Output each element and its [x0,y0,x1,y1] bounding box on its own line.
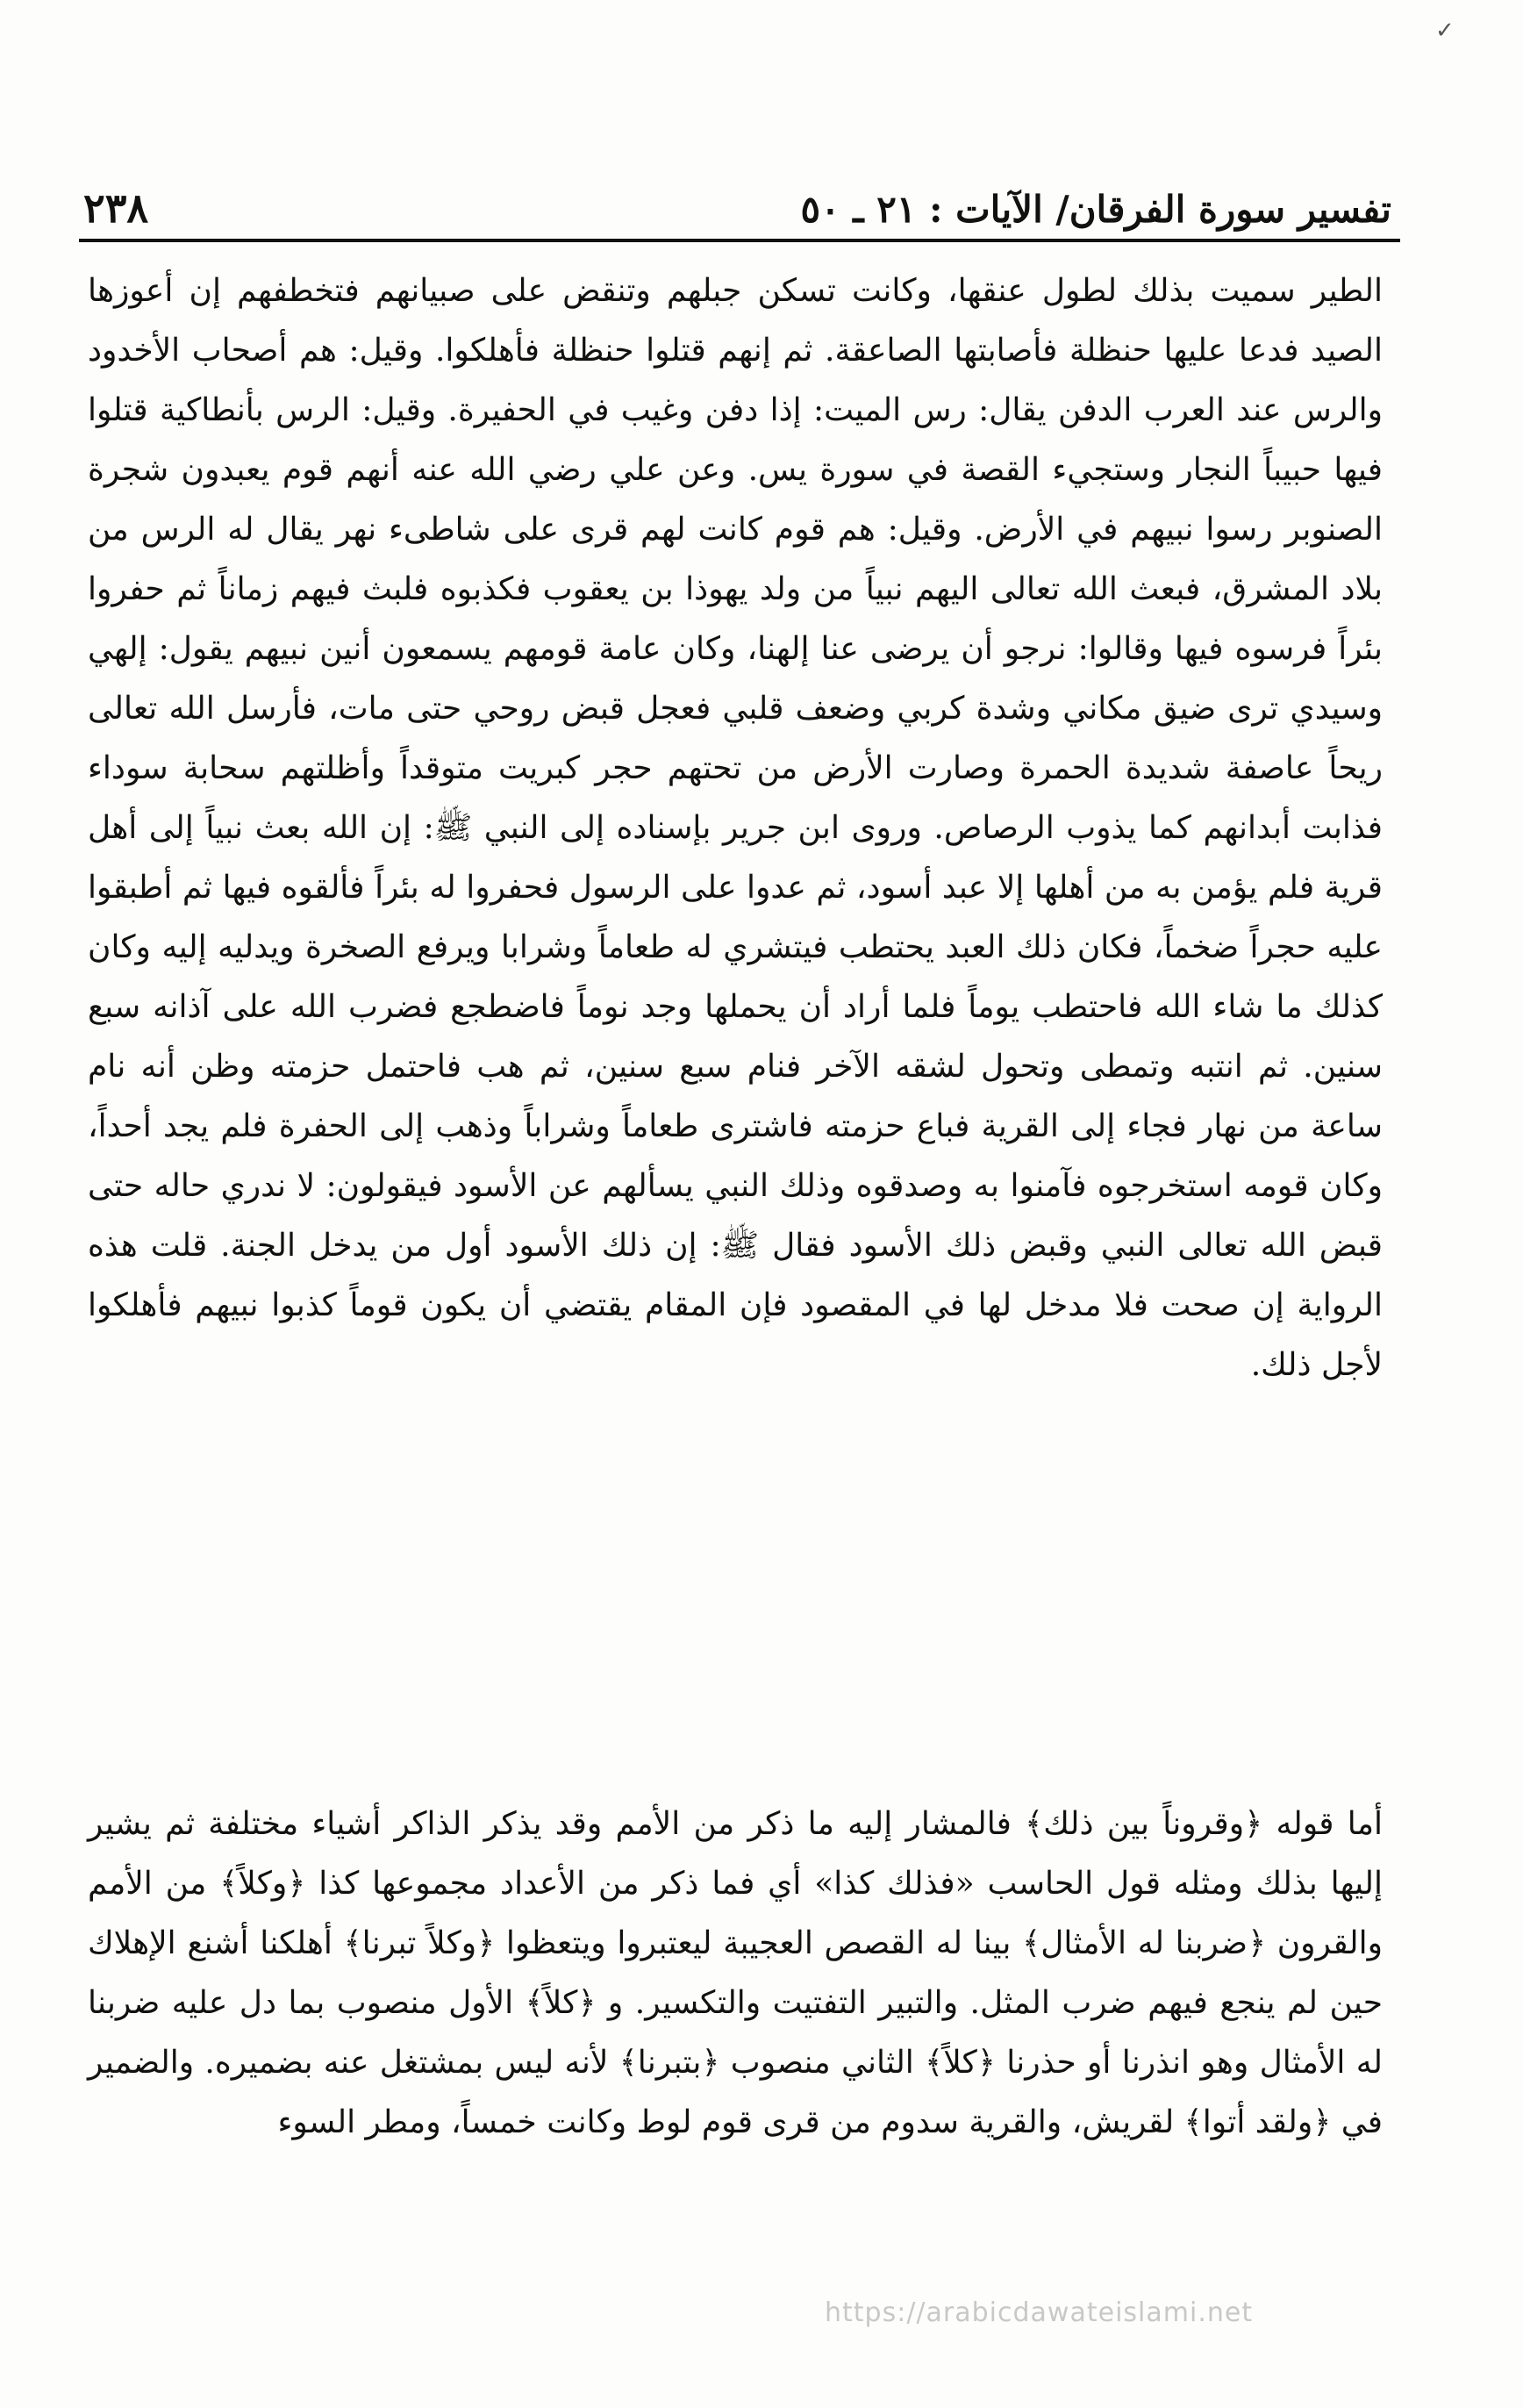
paragraph-text: أما قوله ﴿وقروناً بين ذلك﴾ فالمشار إليه ما ذكر من الأمم وقد يذكر الذاكر أشياء مختلفة ثم يشير إليها بذلك ومثله قول الحاسب «فذلك كذا» أي فما ذكر من الأعداد مجموعها كذا ﴿وكلاً﴾ من الأمم والقرون ﴿ضربنا له الأمثال﴾ بينا له القصص العجيبة ليعتبروا ويتعظوا ﴿وكلاً تبرنا﴾ أهلكنا أشنع الإهلاك حين لم ينجع فيهم ضرب المثل. والتبير التفتيت والتكسير. و ﴿كلاً﴾ الأول منصوب بما دل عليه ضربنا له الأمثال وهو انذرنا أو حذرنا ﴿كلاً﴾ الثاني منصوب ﴿بتبرنا﴾ لأنه ليس بمشتغل عنه بضميره. والضمير في ﴿ولقد أتوا﴾ لقريش، والقرية سدوم من قرى قوم لوط وكانت خمساً، ومطر السوء [88,1806,1383,2140]
header-divider [79,239,1400,242]
paragraph-text: الطير سميت بذلك لطول عنقها، وكانت تسكن جبلهم وتنقض على صبيانهم فتخطفهم إن أعوزها الصيد فدعا عليها حنظلة فأصابتها الصاعقة. ثم إنهم قتلوا حنظلة فأهلكوا. وقيل: هم أصحاب الأخدود والرس عند العرب الدفن يقال: رس الميت: إذا دفن وغيب في الحفيرة. وقيل: الرس بأنطاكية قتلوا فيها حبيباً النجار وستجيء القصة في سورة يس. وعن علي رضي الله عنه أنهم قوم يعبدون شجرة الصنوبر رسوا نبيهم في الأرض. وقيل: هم قوم كانت لهم قرى على شاطىء نهر يقال له الرس من بلاد المشرق، فبعث الله تعالى اليهم نبياً من ولد يهوذا بن يعقوب فكذبوه فلبث فيهم زماناً ثم حفروا بئراً فرسوه فيها وقالوا: نرجو أن يرضى عنا إلهنا، وكان عامة قومهم يسمعون أنين نبيهم يقول: إلهي وسيدي ترى ضيق مكاني وشدة كربي وضعف قلبي فعجل قبض روحي حتى مات، فأرسل الله تعالى ريحاً عاصفة شديدة الحمرة وصارت الأرض من تحتهم حجر كبريت متوقداً وأظلتهم سحابة سوداء فذابت أبدانهم كما يذوب الرصاص. وروى ابن جرير بإسناده إلى النبي ﷺ: إن الله بعث نبياً إلى أهل قرية فلم يؤمن به من أهلها إلا عبد أسود، ثم عدوا على الرسول فحفروا له بئراً فألقوه فيها ثم أطبقوا عليه حجراً ضخماً، فكان ذلك العبد يحتطب فيتشري له طعاماً وشرابا ويرفع الصخرة ويدليه إليه وكان كذلك ما شاء الله فاحتطب يوماً فلما أراد أن يحملها وجد نوماً فاضطجع فضرب الله على آذانه سبع سنين. ثم انتبه وتمطى وتحول لشقه الآخر فنام سبع سنين، ثم هب فاحتمل حزمته وظن أنه نام ساعة من نهار فجاء إلى القرية فباع حزمته فاشترى طعاماً وشراباً وذهب إلى الحفرة فلم يجد أحداً، وكان قومه استخرجوه فآمنوا به وصدقوه وذلك النبي يسألهم عن الأسود فيقولون: لا ندري حاله حتى قبض الله تعالى النبي وقبض ذلك الأسود فقال ﷺ: إن ذلك الأسود أول من يدخل الجنة. قلت هذه الرواية إن صحت فلا مدخل لها في المقصود فإن المقام يقتضي أن يكون قوماً كذبوا نبيهم فأهلكوا لأجل ذلك. [88,273,1383,1383]
body-paragraph-1 [88,262,1383,1395]
running-header [83,167,1391,232]
running-header-title: تفسير سورة الفرقان/ الآيات : ٢١ ـ ٥٠ [800,188,1391,231]
watermark-url: https://arabicdawateislami.net [825,2297,1254,2328]
corner-tick-mark: ✓ [1435,18,1455,44]
page-number: ٢٣٨ [83,184,149,232]
body-paragraph-2 [88,1795,1383,2153]
